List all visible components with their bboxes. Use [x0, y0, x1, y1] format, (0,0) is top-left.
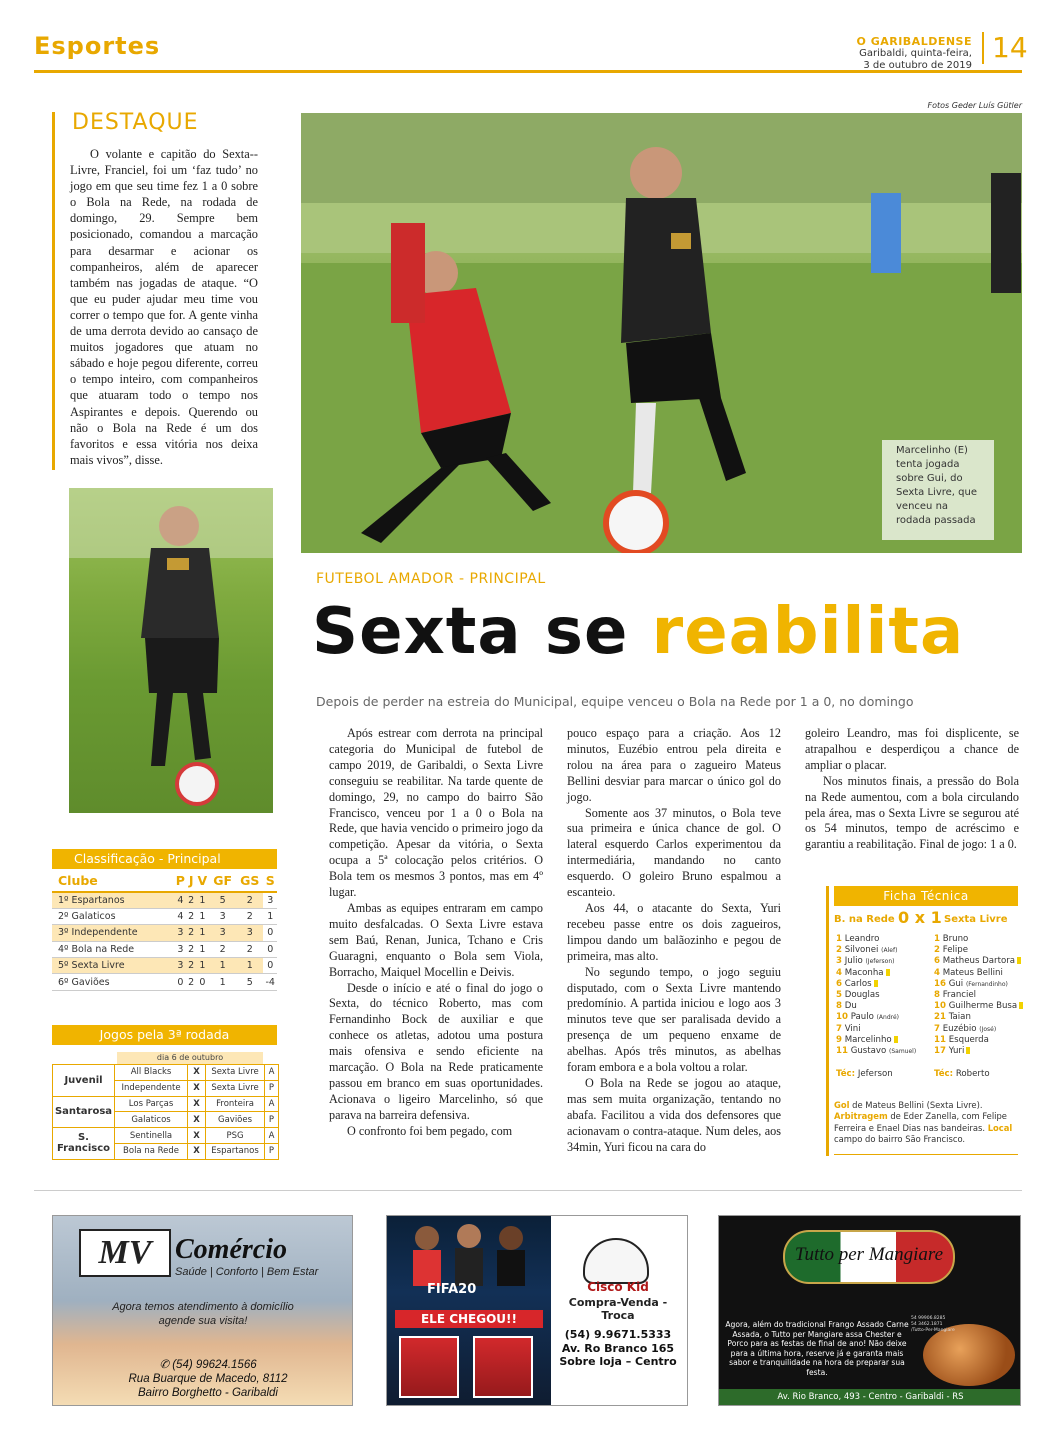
standings-club: 3º Independente — [52, 925, 174, 941]
article-paragraph: Somente aos 37 minutos, o Bola teve sua primeira e única chance de gol. O lateral esquerdo Carlos experimentou da intermediária, mandando no canto esquerdo. O goleiro Bruno espalmou a escanteio. — [567, 805, 781, 900]
player-name: Marcelinho — [844, 1034, 892, 1045]
cisco-location: Sobre loja – Centro — [559, 1355, 677, 1368]
standings-cell: 2 — [187, 941, 196, 957]
lineup-player — [934, 968, 1030, 979]
destaque-accent-bar — [52, 112, 55, 470]
yellow-card-icon — [894, 1036, 898, 1043]
mv-contact — [93, 1358, 323, 1400]
standings-club: 6º Gaviões — [52, 974, 174, 990]
lineup-player — [836, 1024, 932, 1035]
player-substitute: (José) — [979, 1025, 997, 1033]
player-number: 21 — [934, 1012, 946, 1023]
cowboy-logo-icon — [583, 1238, 649, 1284]
fixture-venue: S. Francisco — [53, 1128, 115, 1160]
player-number: 3 — [836, 956, 842, 967]
player-substitute: (Fernandinho) — [965, 980, 1008, 988]
lineup-player — [836, 968, 932, 979]
player-number: 4 — [934, 967, 940, 978]
standings-cell: 1 — [195, 892, 209, 908]
player-number: 16 — [934, 978, 946, 989]
lineup-player — [836, 934, 932, 945]
standings-row — [52, 908, 277, 924]
fixture-row — [53, 1065, 279, 1081]
player-name: Vini — [844, 1023, 861, 1034]
lineup-player — [934, 1012, 1030, 1023]
headline-highlight: reabilita — [651, 595, 965, 669]
standings-header-cell: S — [263, 870, 277, 892]
fixture-vs: X — [188, 1143, 206, 1159]
lineup-player — [836, 1035, 932, 1046]
headline-plain: Sexta se — [312, 595, 652, 669]
standings-cell: 2 — [236, 892, 263, 908]
player-number: 17 — [934, 1046, 946, 1057]
fixture-vs: X — [188, 1065, 206, 1081]
player-name: Guilherme Busa — [948, 1001, 1018, 1012]
player-number: 7 — [934, 1023, 940, 1034]
player-name: Franciel — [942, 990, 977, 1001]
ficha-notes — [834, 1100, 1018, 1146]
fixtures-title: Jogos pela 3ª rodada — [52, 1025, 277, 1045]
standings-row — [52, 974, 277, 990]
fixture-category: P — [265, 1080, 279, 1096]
article-paragraph: pouco espaço para a criação. Aos 12 minutos, Euzébio entrou pela direita e rolou na área para o zagueiro Mateus Bellini desviar para marcar o único gol do jogo. — [567, 726, 781, 804]
standings-cell: 3 — [236, 925, 263, 941]
standings-cell: 1 — [263, 908, 277, 924]
standings-row — [52, 925, 277, 941]
fixture-category: A — [265, 1128, 279, 1144]
player-name: Mateus Bellini — [942, 967, 1003, 978]
yellow-card-icon — [874, 980, 878, 987]
fixture-row — [53, 1128, 279, 1144]
fixtures-date: dia 6 de outubro — [117, 1052, 263, 1064]
ad-cisco-kid[interactable] — [386, 1215, 688, 1406]
page-number: 14 — [982, 32, 1028, 64]
lineup-team-a — [836, 934, 932, 1057]
standings-cell: 0 — [174, 974, 187, 990]
fifa-banner: ELE CHEGOU!! — [395, 1310, 543, 1328]
footer-rule — [34, 1190, 1022, 1191]
tutto-social: /Tutto-Per-Mangiare — [911, 1328, 955, 1333]
standings-cell: 0 — [263, 925, 277, 941]
player-number: 6 — [934, 956, 940, 967]
fixture-category: A — [265, 1065, 279, 1081]
coach-label: Téc: — [934, 1069, 954, 1079]
mv-phone — [93, 1358, 323, 1372]
fixture-vs: X — [188, 1112, 206, 1128]
lineup-player — [836, 1046, 932, 1057]
standings-cell: 2 — [187, 908, 196, 924]
standings-row — [52, 958, 277, 974]
article-paragraph: goleiro Leandro, mas foi displicente, se atrapalhou e desperdiçou a chance de ampliar o placar. — [805, 726, 1019, 772]
lineup-player — [934, 979, 1030, 990]
player-name: Euzébio — [942, 1023, 977, 1034]
destaque-text: O volante e capitão do Sexta--Livre, Franciel, foi um ‘faz tudo’ no jogo em que seu time fez 1 a 0 sobre o Bola na Rede, na rodada de domingo, 29. Sempre bem posicionado, comandou a marcação para desarmar e acionar os companheiros, além de aparecer também nas jogadas de ataque. “O que eu puder ajudar meu time vou correr o tempo que for. A gente vinha de uma derrota devido ao cansaço de muitos jogadores que atuam no sábado e hoje pegou diferente, correu o tempo inteiro, com companheiros que atuaram todo o tempo nos Aspirantes e depois. Querendo ou não o Bola na Rede é um dos favoritos e essa vitória nos deixa mais vivos”, disse. — [70, 147, 258, 467]
standings-club: 1º Espartanos — [52, 892, 174, 908]
player-number: 2 — [934, 945, 940, 956]
lineup-player — [836, 990, 932, 1001]
photo-credit: Fotos Geder Luís Gütler — [927, 101, 1022, 110]
tutto-phone-2: 54 3462.1871 — [911, 1322, 943, 1327]
player-name: Maconha — [844, 967, 884, 978]
standings-header-cell: V — [195, 870, 209, 892]
player-number: 1 — [934, 934, 940, 944]
player-number: 8 — [836, 1001, 842, 1012]
standings-club: 4º Bola na Rede — [52, 941, 174, 957]
article-paragraph: Ambas as equipes entraram em campo muito desfalcadas. O Sexta Livre estava sem Baú, Renan, Junica, Tchano e Cris Guaragni, enquanto o Bola sem Viola, Borracho, Maiquel Mocellin e Deivis. — [329, 900, 543, 979]
lineup-player — [934, 945, 1030, 956]
player-substitute: (Jeferson) — [865, 958, 895, 966]
coach-team-b — [934, 1069, 990, 1079]
cisco-address: Av. Ro Branco 165 — [561, 1341, 675, 1355]
article-subhead: Depois de perder na estreia do Municipal, equipe venceu o Bola na Rede por 1 a 0, no domingo — [316, 694, 914, 709]
section-title: Esportes — [34, 32, 161, 60]
ficha-team-b: Sexta Livre — [944, 914, 1008, 925]
player-number: 5 — [836, 990, 842, 1001]
lineup-player — [934, 1001, 1030, 1012]
standings-cell: 1 — [195, 941, 209, 957]
dateline-city: Garibaldi, quinta-feira, — [859, 48, 972, 59]
player-name: Carlos — [844, 978, 872, 989]
cisco-name: Cisco Kid — [587, 1280, 649, 1294]
lineup-player — [934, 1024, 1030, 1035]
player-figure-icon — [69, 488, 273, 813]
article-paragraph: Nos minutos finais, a pressão do Bola na Rede aumentou, com a bola circulando pela área, mas o Sexta Livre se segurou até os 54 minutos, tempo de acréscimo e garantiu a reabilitação. Final de jogo: 1 a 0. — [805, 773, 1019, 852]
standings-cell: 2 — [236, 908, 263, 924]
player-name: Du — [844, 1001, 857, 1012]
standings-cell: 2 — [187, 958, 196, 974]
fixture-home: All Blacks — [115, 1065, 188, 1081]
mv-logo: MV — [79, 1229, 171, 1277]
standings-table — [52, 870, 277, 991]
standings-cell: 1 — [209, 958, 236, 974]
publication-name: O GARIBALDENSE — [856, 35, 972, 48]
lineup-player — [934, 1046, 1030, 1057]
article-column-2 — [567, 726, 781, 1155]
arbitragem-text: de Eder Zanella, com Felipe Ferreira e Enael Dias nas bandeiras. — [834, 1111, 1007, 1133]
coach-name: Roberto — [955, 1069, 990, 1079]
tutto-info — [911, 1316, 1011, 1334]
lineup-player — [934, 990, 1030, 1001]
fixture-home: Sentinella — [115, 1128, 188, 1144]
standings-cell: 2 — [187, 925, 196, 941]
fixture-category: A — [265, 1096, 279, 1112]
player-name: Paulo — [850, 1012, 874, 1023]
fixture-home: Los Parças — [115, 1096, 188, 1112]
standings-cell: 2 — [187, 892, 196, 908]
player-number: 10 — [934, 1001, 946, 1012]
cisco-tagline: Compra-Venda - Troca — [568, 1296, 668, 1322]
yellow-card-icon — [1017, 957, 1021, 964]
mv-tagline: Saúde | Conforto | Bem Estar — [175, 1266, 319, 1278]
player-name: Leandro — [844, 934, 880, 944]
standings-header-row — [52, 870, 277, 892]
lineup-player — [836, 1001, 932, 1012]
local-text: campo do bairro São Francisco. — [834, 1134, 966, 1145]
standings-header-cell: J — [187, 870, 196, 892]
article-paragraph: Após estrear com derrota na principal categoria do Municipal de futebol de campo 2019, de Garibaldi, o Sexta Livre conseguiu se reabilitar. Na tarde quente de domingo, 29, no campo do bairro São Francisco, venceu por 1 a 0 o Bola na Rede, que havia vencido o primeiro jogo da competição. Apesar da vitória, o Sexta ocupa a 5ª colocação pelos critérios. O Bola tem os mesmos 3 pontos, mas em 4º lugar. — [329, 726, 543, 900]
standings-club: 5º Sexta Livre — [52, 958, 174, 974]
standings-row — [52, 892, 277, 908]
article-paragraph: O Bola na Rede se jogou ao ataque, mas sem muita organização, tentando no abafa. Facilitou a vida dos defensores que acionavam o contra-ataque. Num deles, aos 34min, Yuri ficou na cara do — [567, 1075, 781, 1154]
ficha-title: Ficha Técnica — [834, 886, 1018, 906]
fixture-away: Espartanos — [206, 1143, 265, 1159]
fixture-vs: X — [188, 1096, 206, 1112]
mv-address-1: Rua Buarque de Macedo, 8112 — [128, 1373, 288, 1385]
standings-cell: 1 — [209, 974, 236, 990]
fifa-promo-image — [387, 1216, 551, 1406]
standings-row — [52, 941, 277, 957]
player-number: 10 — [836, 1012, 848, 1023]
fixture-venue: Juvenil — [53, 1065, 115, 1097]
player-name: Gui — [948, 978, 964, 989]
fixtures-table — [52, 1064, 279, 1160]
lineup-player — [836, 956, 932, 967]
player-number: 2 — [836, 945, 842, 956]
local-label: Local — [987, 1122, 1013, 1133]
standings-header-cell: P — [174, 870, 187, 892]
article-kicker: FUTEBOL AMADOR - PRINCIPAL — [316, 571, 546, 587]
standings-header-cell: Clube — [52, 870, 174, 892]
lineup-team-b — [934, 934, 1030, 1057]
standings-cell: 3 — [174, 958, 187, 974]
mv-address-2: Bairro Borghetto - Garibaldi — [138, 1387, 278, 1399]
tutto-phone-1: 54 99906.8285 — [911, 1316, 946, 1321]
lineup-player — [836, 945, 932, 956]
standings-cell: 1 — [236, 958, 263, 974]
yellow-card-icon — [1019, 1002, 1023, 1009]
article-paragraph: No segundo tempo, o jogo seguiu disputado, com o Sexta Livre mantendo predomínio. A partida iniciou e logo aos 3 minutos teve que ser paralisada devido a presença de um pequeno enxame de abelhas. Após três minutos, as abelhas foram embora e a bola voltou a rolar. — [567, 964, 781, 1075]
mv-message: Agora temos atendimento à domicílio agende sua visita! — [112, 1301, 294, 1327]
player-number: 7 — [836, 1023, 842, 1034]
lineup-player — [934, 956, 1030, 967]
article-column-1 — [329, 726, 543, 1140]
player-substitute: (André) — [876, 1014, 900, 1022]
fixture-away: Gaviões — [206, 1112, 265, 1128]
player-substitute: (Samuel) — [889, 1048, 917, 1056]
standings-cell: 3 — [209, 925, 236, 941]
standings-club: 2º Galaticos — [52, 908, 174, 924]
fixture-vs: X — [188, 1128, 206, 1144]
standings-cell: 3 — [263, 892, 277, 908]
player-number: 4 — [836, 967, 842, 978]
mv-name: Comércio — [175, 1234, 287, 1265]
fixture-category: P — [265, 1112, 279, 1128]
coach-name: Jeferson — [857, 1069, 893, 1079]
player-substitute: (Alef) — [881, 947, 898, 955]
standings-cell: -4 — [263, 974, 277, 990]
player-name: Taian — [948, 1012, 971, 1023]
fifa-logo: FIFA20 — [427, 1282, 477, 1297]
fixture-vs: X — [188, 1080, 206, 1096]
mv-phone-number: (54) 99624.1566 — [172, 1359, 257, 1371]
article-paragraph: O confronto foi bem pegado, com — [347, 1123, 513, 1138]
fixture-home: Bola na Rede — [115, 1143, 188, 1159]
standings-cell: 4 — [174, 908, 187, 924]
yellow-card-icon — [966, 1047, 970, 1054]
player-name: Bruno — [942, 934, 969, 944]
player-photo — [69, 488, 273, 813]
standings-cell: 4 — [174, 892, 187, 908]
standings-cell: 2 — [187, 974, 196, 990]
lineup-player — [934, 934, 1030, 945]
standings-cell: 1 — [195, 925, 209, 941]
coach-label: Téc: — [836, 1069, 856, 1079]
standings-title: Classificação - Principal — [52, 849, 277, 869]
standings-cell: 1 — [195, 908, 209, 924]
player-number: 11 — [836, 1046, 848, 1057]
standings-cell: 3 — [209, 908, 236, 924]
player-name: Yuri — [948, 1046, 965, 1057]
destaque-title: DESTAQUE — [72, 110, 199, 135]
lineup-player — [836, 979, 932, 990]
player-name: Silvonei — [844, 945, 879, 956]
lineup-player — [934, 1035, 1030, 1046]
fixture-away: PSG — [206, 1128, 265, 1144]
player-name: Felipe — [942, 945, 968, 956]
ad-tutto-per-mangiare[interactable] — [718, 1215, 1021, 1406]
standings-cell: 2 — [209, 941, 236, 957]
player-number: 6 — [836, 978, 842, 989]
standings-header-cell: GF — [209, 870, 236, 892]
player-number: 9 — [836, 1034, 842, 1045]
article-paragraph: Desde o início e até o final do jogo o Sexta, do técnico Roberto, mas com Fernandinho Bock de auxiliar e que conhece os atletas, adotou uma postura mais ofensiva e sendo eficiente na marcação. O Bola na Rede praticamente passou em branco em suas oportunidades. Acionava o ligeiro Marcelinho, só que parava na barreira defensiva. — [329, 980, 543, 1122]
fixture-away: Fronteira — [206, 1096, 265, 1112]
ps4-box-icon — [399, 1336, 459, 1398]
lineup-player — [836, 1012, 932, 1023]
publication-block — [857, 36, 972, 72]
ficha-score: 0 x 1 — [898, 908, 942, 927]
standings-cell: 0 — [263, 958, 277, 974]
standings-cell: 3 — [174, 925, 187, 941]
tutto-address: Av. Rio Branco, 493 - Centro - Garibaldi - RS — [719, 1389, 1021, 1405]
article-paragraph: Aos 44, o atacante do Sexta, Yuri recebeu passe entre os dois zagueiros, limpou dando um balãozinho e pegou de primeira, mas alto. — [567, 900, 781, 963]
ficha-team-a: B. na Rede — [834, 914, 895, 925]
dateline-date: 3 de outubro de 2019 — [863, 60, 972, 71]
fixture-category: P — [265, 1143, 279, 1159]
whatsapp-icon: ✆ — [159, 1359, 173, 1371]
article-headline — [312, 592, 964, 672]
football-players-icon — [387, 1216, 551, 1286]
standings-cell: 2 — [236, 941, 263, 957]
tutto-name: Tutto per Mangiare — [794, 1244, 944, 1265]
gol-text: de Mateus Bellini (Sexta Livre). — [849, 1100, 983, 1110]
fixture-row — [53, 1096, 279, 1112]
standings-cell: 5 — [209, 892, 236, 908]
fixture-away: Sexta Livre — [206, 1080, 265, 1096]
player-name: Douglas — [844, 990, 880, 1001]
standings-cell: 5 — [236, 974, 263, 990]
fixture-home: Galaticos — [115, 1112, 188, 1128]
fixture-home: Independente — [115, 1080, 188, 1096]
gol-label: Gol — [834, 1100, 850, 1110]
player-name: Gustavo — [850, 1046, 887, 1057]
standings-cell: 3 — [174, 941, 187, 957]
article-column-3 — [805, 726, 1019, 853]
player-name: Esquerda — [948, 1034, 989, 1045]
coach-team-a — [836, 1069, 893, 1079]
player-name: Matheus Dartora — [942, 956, 1016, 967]
fixture-venue: Santarosa — [53, 1096, 115, 1128]
standings-cell: 1 — [195, 958, 209, 974]
ad-mv-comercio[interactable] — [52, 1215, 353, 1406]
cisco-phone: (54) 9.9671.5333 — [564, 1328, 672, 1341]
tutto-message: Agora, além do tradicional Frango Assado Carne Assada, o Tutto per Mangiare assa Chester e Porco para as festas de final de ano! Não deixe para a última hora, reserve já e garanta mais sabor e tranquilidade na hora de preparar sua festa. — [725, 1320, 909, 1377]
standings-header-cell: GS — [236, 870, 263, 892]
photo-caption: Marcelinho (E) tenta jogada sobre Gui, do Sexta Livre, que venceu na rodada passada — [882, 440, 994, 540]
standings-cell: 0 — [195, 974, 209, 990]
player-number: 8 — [934, 990, 940, 1001]
yellow-card-icon — [886, 969, 890, 976]
xbox-box-icon — [473, 1336, 533, 1398]
ficha-accent-bar — [826, 886, 829, 1156]
cisco-contact — [553, 1328, 683, 1369]
arbitragem-label: Arbitragem — [834, 1111, 888, 1122]
player-number: 1 — [836, 934, 842, 944]
player-name: Julio — [844, 956, 863, 967]
fixture-away: Sexta Livre — [206, 1065, 265, 1081]
standings-cell: 0 — [263, 941, 277, 957]
player-number: 11 — [934, 1034, 946, 1045]
ficha-bottom-rule — [834, 1154, 1018, 1155]
